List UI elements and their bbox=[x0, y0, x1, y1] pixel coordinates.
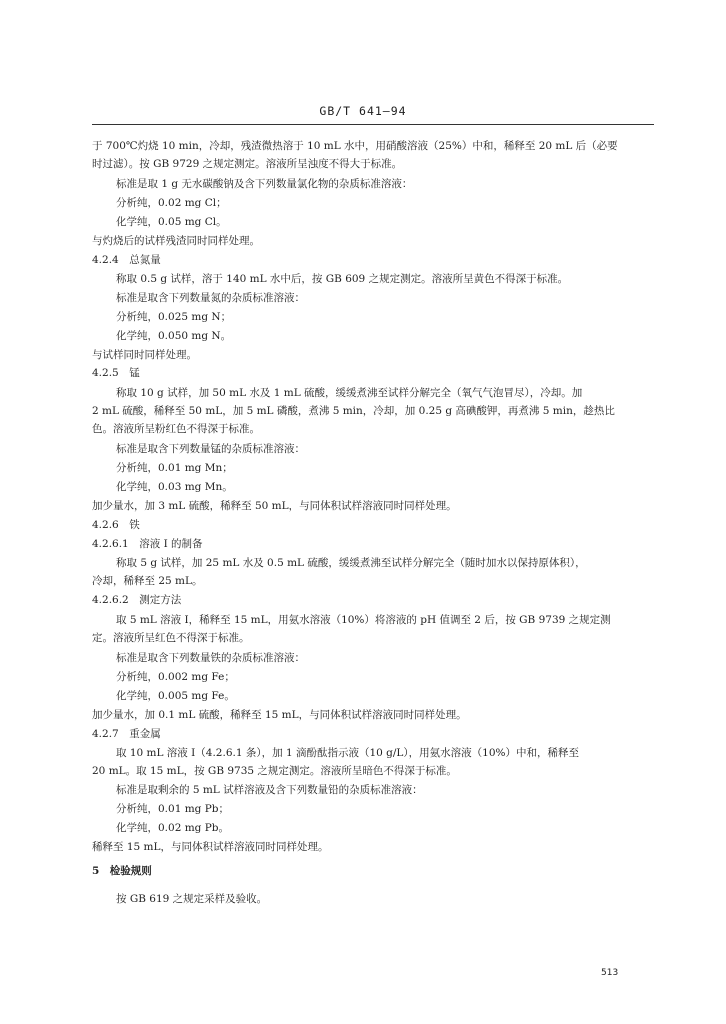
text-line: 色。溶液所呈粉红色不得深于标准。 bbox=[92, 423, 260, 435]
text-line: 时过滤）。按 GB 9729 之规定测定。溶液所呈浊度不得大于标准。 bbox=[92, 158, 403, 170]
text-line: 稀释至 15 mL，与同体积试样溶液同时同样处理。 bbox=[92, 841, 329, 853]
text-line: 化学纯，0.050 mg N。 bbox=[116, 330, 232, 342]
text-line: 2 mL 硫酸，稀释至 50 mL，加 5 mL 磷酸，煮沸 5 min，冷却，加 0.25 g 高碘酸钾，再煮沸 5 min，趁热比 bbox=[92, 405, 615, 417]
section-heading: 4.2.6.1 溶液 Ⅰ 的制备 bbox=[92, 538, 203, 550]
text-line: 与灼烧后的试样残渣同时同样处理。 bbox=[92, 235, 260, 247]
text-line: 冷却，稀释至 25 mL。 bbox=[92, 575, 203, 587]
text-line: 加少量水，加 3 mL 硫酸，稀释至 50 mL，与同体积试样溶液同时同样处理。 bbox=[92, 500, 457, 512]
text-line: 分析纯，0.01 mg Mn； bbox=[116, 462, 233, 474]
text-line: 20 mL。取 15 mL，按 GB 9735 之规定测定。溶液所呈暗色不得深于标准。 bbox=[92, 765, 457, 777]
text-line: 标准是取含下列数量氮的杂质标准溶液： bbox=[116, 292, 305, 304]
text-line: 化学纯，0.005 mg Fe。 bbox=[116, 690, 235, 702]
text-line: 称取 10 g 试样，加 50 mL 水及 1 mL 硫酸，缓缓煮沸至试样分解完全（氧气气泡冒尽），冷却。加 bbox=[116, 387, 583, 399]
section-heading: 4.2.6.2 测定方法 bbox=[92, 594, 182, 606]
text-line: 标准是取剩余的 5 mL 试样溶液及含下列数量铅的杂质标准溶液： bbox=[116, 784, 423, 796]
text-line: 按 GB 619 之规定采样及验收。 bbox=[116, 893, 268, 905]
text-line: 取 10 mL 溶液 Ⅰ（4.2.6.1 条），加 1 滴酚酞指示液（10 g/L），用氨水溶液（10%）中和，稀释至 bbox=[116, 747, 579, 759]
text-line: 标准是取含下列数量锰的杂质标准溶液： bbox=[116, 443, 305, 455]
text-line: 分析纯，0.02 mg Cl； bbox=[116, 197, 227, 209]
header-rule bbox=[92, 124, 654, 125]
section-heading: 4.2.7 重金属 bbox=[92, 728, 161, 740]
chapter-heading: 5 检验规则 bbox=[92, 865, 152, 877]
running-header: GB/T 641—94 bbox=[319, 104, 407, 118]
text-line: 取 5 mL 溶液 Ⅰ，稀释至 15 mL，用氨水溶液（10%）将溶液的 pH 值调至 2 后，按 GB 9739 之规定测 bbox=[116, 614, 611, 626]
text-line: 分析纯，0.025 mg N； bbox=[116, 311, 232, 323]
text-line: 化学纯，0.03 mg Mn。 bbox=[116, 481, 233, 493]
section-heading: 4.2.5 锰 bbox=[92, 367, 140, 379]
text-line: 于 700℃灼烧 10 min，冷却，残渣微热溶于 10 mL 水中，用硝酸溶液（25%）中和，稀释至 20 mL 后（必要 bbox=[92, 140, 618, 152]
text-line: 标准是取 1 g 无水碳酸钠及含下列数量氯化物的杂质标准溶液： bbox=[116, 178, 413, 190]
text-line: 化学纯，0.05 mg Cl。 bbox=[116, 216, 227, 228]
page-number: 513 bbox=[601, 968, 619, 978]
text-line: 称取 5 g 试样，加 25 mL 水及 0.5 mL 硫酸，缓缓煮沸至试样分解完全（随时加水以保持原体积）， bbox=[116, 557, 586, 569]
text-line: 加少量水，加 0.1 mL 硫酸，稀释至 15 mL，与同体积试样溶液同时同样处理。 bbox=[92, 709, 467, 721]
text-line: 化学纯，0.02 mg Pb。 bbox=[116, 822, 230, 834]
text-line: 分析纯，0.002 mg Fe； bbox=[116, 671, 235, 683]
text-line: 与试样同时同样处理。 bbox=[92, 349, 197, 361]
text-line: 称取 0.5 g 试样，溶于 140 mL 水中后，按 GB 609 之规定测定。溶液所呈黄色不得深于标准。 bbox=[116, 273, 569, 285]
text-line: 定。溶液所呈红色不得深于标准。 bbox=[92, 632, 250, 644]
text-line: 标准是取含下列数量铁的杂质标准溶液： bbox=[116, 652, 305, 664]
text-line: 分析纯，0.01 mg Pb； bbox=[116, 803, 230, 815]
section-heading: 4.2.6 铁 bbox=[92, 519, 140, 531]
section-heading: 4.2.4 总氮量 bbox=[92, 254, 161, 266]
